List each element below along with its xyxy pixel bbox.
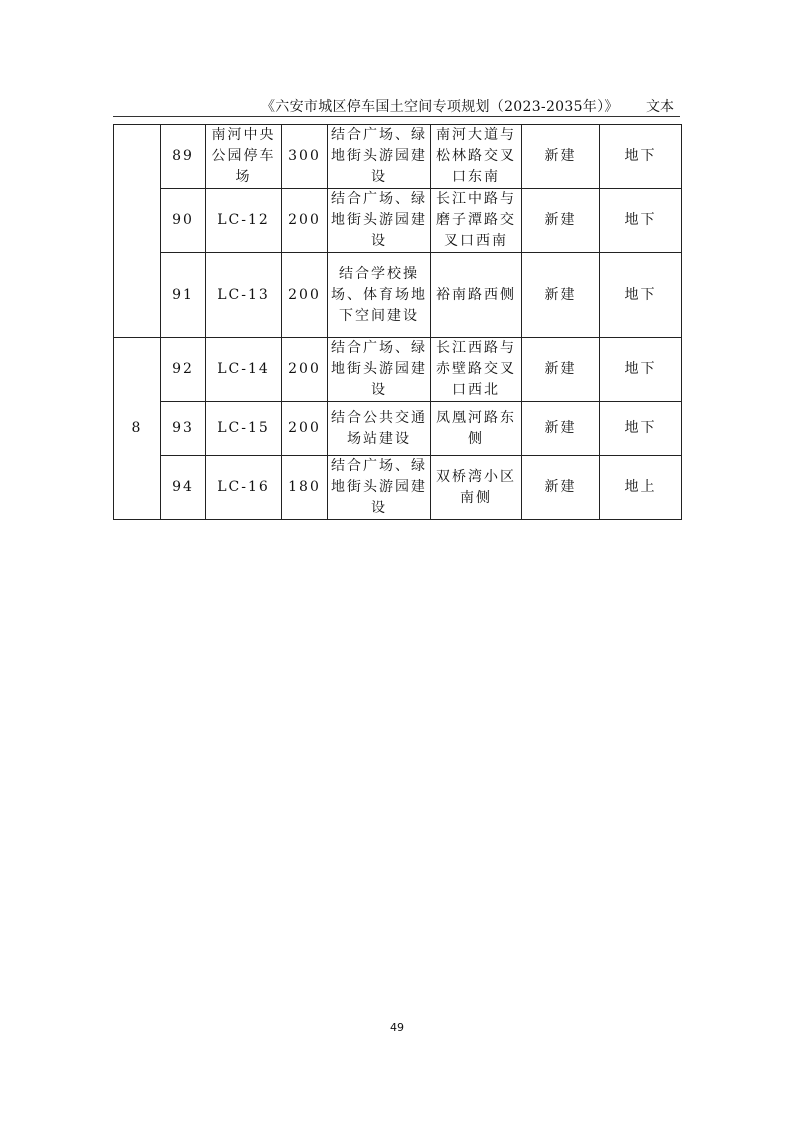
- level: 地下: [600, 402, 682, 456]
- row-index: 92: [161, 338, 206, 402]
- construction-mode: 结合广场、绿地街头游园建设: [328, 189, 431, 253]
- row-index: 94: [161, 456, 206, 520]
- level: 地下: [600, 125, 682, 189]
- parking-plan-table: [113, 124, 682, 520]
- table-row: [114, 338, 682, 402]
- location: 凤凰河路东侧: [431, 402, 522, 456]
- page-number: 49: [390, 1021, 404, 1034]
- document-title: 《六安市城区停车国土空间专项规划（2023-2035年）》: [261, 99, 619, 115]
- construction-mode: 结合广场、绿地街头游园建设: [328, 338, 431, 402]
- group-cell: 8: [114, 338, 161, 520]
- row-index: 89: [161, 125, 206, 189]
- parking-name: LC-13: [206, 253, 282, 338]
- header-divider: [113, 116, 680, 117]
- level: 地下: [600, 338, 682, 402]
- build-type: 新建: [522, 402, 600, 456]
- capacity: 300: [282, 125, 328, 189]
- parking-name: LC-15: [206, 402, 282, 456]
- construction-mode: 结合学校操场、体育场地下空间建设: [328, 253, 431, 338]
- location: 长江中路与磨子潭路交叉口西南: [431, 189, 522, 253]
- level: 地下: [600, 253, 682, 338]
- table-row: [114, 253, 682, 338]
- table-row: [114, 125, 682, 189]
- parking-name: LC-12: [206, 189, 282, 253]
- build-type: 新建: [522, 125, 600, 189]
- construction-mode: 结合广场、绿地街头游园建设: [328, 125, 431, 189]
- table-row: [114, 402, 682, 456]
- construction-mode: 结合公共交通场站建设: [328, 402, 431, 456]
- build-type: 新建: [522, 456, 600, 520]
- build-type: 新建: [522, 189, 600, 253]
- capacity: 200: [282, 189, 328, 253]
- capacity: 180: [282, 456, 328, 520]
- group-cell: [114, 125, 161, 338]
- table-row: [114, 189, 682, 253]
- construction-mode: 结合广场、绿地街头游园建设: [328, 456, 431, 520]
- location: 裕南路西侧: [431, 253, 522, 338]
- row-index: 91: [161, 253, 206, 338]
- build-type: 新建: [522, 338, 600, 402]
- table-row: [114, 456, 682, 520]
- location: 长江西路与赤壁路交叉口西北: [431, 338, 522, 402]
- location: 南河大道与松林路交叉口东南: [431, 125, 522, 189]
- page-header: [113, 96, 680, 116]
- capacity: 200: [282, 402, 328, 456]
- capacity: 200: [282, 253, 328, 338]
- section-label: 文本: [646, 99, 674, 115]
- parking-name: LC-16: [206, 456, 282, 520]
- level: 地上: [600, 456, 682, 520]
- row-index: 90: [161, 189, 206, 253]
- capacity: 200: [282, 338, 328, 402]
- level: 地下: [600, 189, 682, 253]
- build-type: 新建: [522, 253, 600, 338]
- location: 双桥湾小区南侧: [431, 456, 522, 520]
- row-index: 93: [161, 402, 206, 456]
- parking-name: 南河中央公园停车场: [206, 125, 282, 189]
- parking-name: LC-14: [206, 338, 282, 402]
